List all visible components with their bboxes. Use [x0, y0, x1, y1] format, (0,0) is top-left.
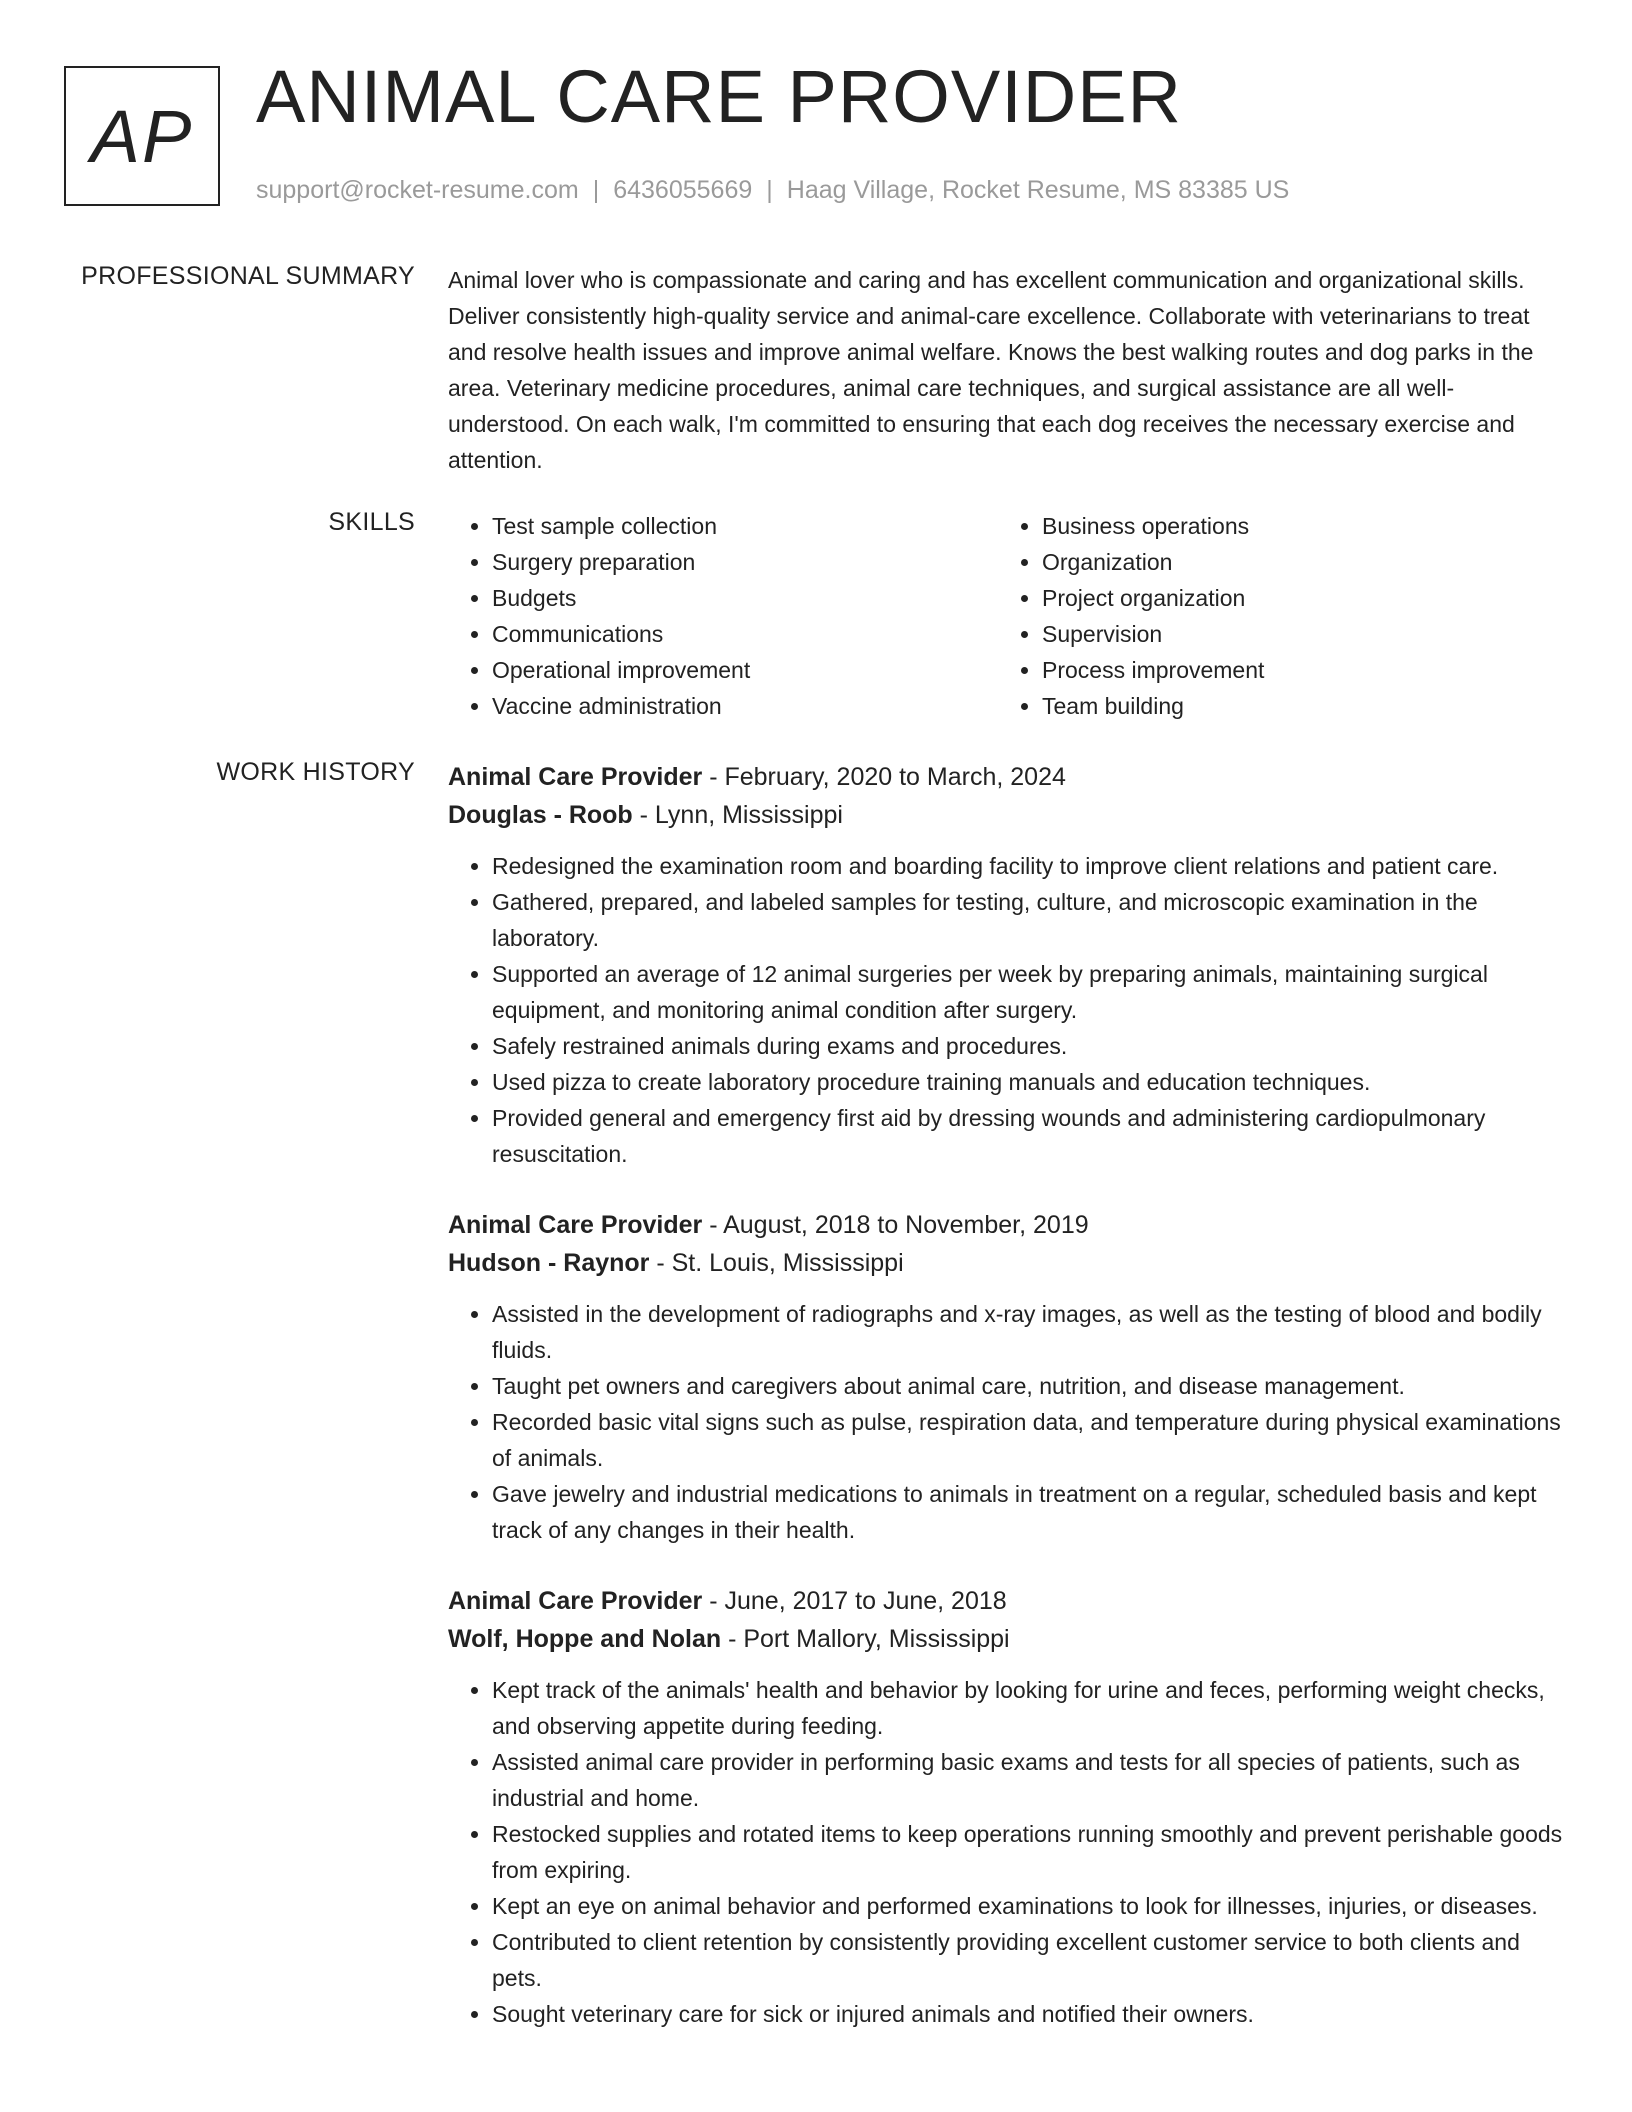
job-bullet: • Restocked supplies and rotated items to keep operations running smoothly and prevent perishable goods from expiring. [492, 1816, 1570, 1888]
skill-item: • Organization [1042, 544, 1548, 580]
job-title-line [448, 758, 1570, 796]
job-title: Animal Care Provider [448, 1211, 703, 1239]
work-history-heading: WORK HISTORY [216, 758, 415, 786]
job-bullet: • Sought veterinary care for sick or injured animals and notified their owners. [492, 1996, 1570, 2032]
job-bullet: • Supported an average of 12 animal surgeries per week by preparing animals, maintaining surgical equipment, and monitoring animal condition after surgery. [492, 956, 1570, 1028]
job-title: Animal Care Provider [448, 1587, 703, 1615]
skills-heading: SKILLS [328, 508, 415, 536]
monogram-logo: AP [64, 66, 220, 206]
job-bullet: • Used pizza to create laboratory procedure training manuals and education techniques. [492, 1064, 1570, 1100]
job-bullet: • Recorded basic vital signs such as pulse, respiration data, and temperature during physical examinations of animals. [492, 1404, 1570, 1476]
job-company-line [448, 1620, 1570, 1658]
skill-item: • Test sample collection [492, 508, 998, 544]
skills-column-right [998, 508, 1548, 724]
skills-column-left [448, 508, 998, 724]
skill-item: • Communications [492, 616, 998, 652]
job-entry [448, 1206, 1570, 1548]
job-bullet: • Provided general and emergency first aid by dressing wounds and administering cardiopulmonary resuscitation. [492, 1100, 1570, 1172]
resume-title: ANIMAL CARE PROVIDER [256, 55, 1182, 138]
job-bullet: • Gave jewelry and industrial medications to animals in treatment on a regular, scheduled basis and kept track of any changes in their health. [492, 1476, 1570, 1548]
job-company: Douglas - Roob [448, 801, 633, 829]
skill-item: • Surgery preparation [492, 544, 998, 580]
job-entry [448, 758, 1570, 1172]
job-bullet: • Contributed to client retention by consistently providing excellent customer service to both clients and pets. [492, 1924, 1570, 1996]
summary-body [448, 262, 1570, 478]
job-title-line [448, 1582, 1570, 1620]
skill-item: • Supervision [1042, 616, 1548, 652]
skill-item: • Project organization [1042, 580, 1548, 616]
job-bullet: • Safely restrained animals during exams and procedures. [492, 1028, 1570, 1064]
job-bullet: • Gathered, prepared, and labeled samples for testing, culture, and microscopic examination in the laboratory. [492, 884, 1570, 956]
job-bullet: • Kept an eye on animal behavior and performed examinations to look for illnesses, injuries, or diseases. [492, 1888, 1570, 1924]
job-company: Hudson - Raynor [448, 1249, 650, 1277]
contact-phone: 6436055669 [613, 176, 753, 204]
job-company-line [448, 796, 1570, 834]
skill-item: • Process improvement [1042, 652, 1548, 688]
job-dates: - June, 2017 to June, 2018 [702, 1587, 1007, 1615]
contact-separator: | [592, 176, 600, 204]
job-bullet-list [448, 848, 1570, 1172]
skill-item: • Vaccine administration [492, 688, 998, 724]
job-bullet-list [448, 1296, 1570, 1548]
job-bullet: • Taught pet owners and caregivers about animal care, nutrition, and disease management. [492, 1368, 1570, 1404]
job-location: - Port Mallory, Mississippi [721, 1625, 1010, 1653]
job-bullet: • Redesigned the examination room and boarding facility to improve client relations and patient care. [492, 848, 1570, 884]
skill-item: • Operational improvement [492, 652, 998, 688]
job-title: Animal Care Provider [448, 763, 703, 791]
work-history-body [448, 758, 1570, 2066]
job-bullet-list [448, 1672, 1570, 2032]
skills-body [448, 508, 1570, 724]
job-location: - St. Louis, Mississippi [649, 1249, 904, 1277]
contact-line [256, 176, 1289, 205]
job-entry [448, 1582, 1570, 2032]
job-dates: - August, 2018 to November, 2019 [702, 1211, 1089, 1239]
job-bullet: • Assisted animal care provider in performing basic exams and tests for all species of patients, such as industrial and home. [492, 1744, 1570, 1816]
job-bullet: • Kept track of the animals' health and behavior by looking for urine and feces, performing weight checks, and observing appetite during feeding. [492, 1672, 1570, 1744]
contact-address: Haag Village, Rocket Resume, MS 83385 US [786, 176, 1290, 204]
job-title-line [448, 1206, 1570, 1244]
job-company-line [448, 1244, 1570, 1282]
contact-email: support@rocket-resume.com [256, 176, 579, 204]
summary-text: Animal lover who is compassionate and caring and has excellent communication and organizational skills. Deliver consistently high-quality service and animal-care excellence. Collaborate with veterinarians to treat and resolve health issues and improve animal welfare. Knows the best walking routes and dog parks in the area. Veterinary medicine procedures, animal care techniques, and surgical assistance are all well-understood. On each walk, I'm committed to ensuring that each dog receives the necessary exercise and attention. [448, 267, 1534, 473]
skill-item: • Budgets [492, 580, 998, 616]
summary-heading: PROFESSIONAL SUMMARY [81, 262, 415, 290]
job-bullet: • Assisted in the development of radiographs and x-ray images, as well as the testing of blood and bodily fluids. [492, 1296, 1570, 1368]
job-company: Wolf, Hoppe and Nolan [448, 1625, 722, 1653]
contact-separator: | [766, 176, 773, 204]
job-dates: - February, 2020 to March, 2024 [702, 763, 1066, 791]
skill-item: • Business operations [1042, 508, 1548, 544]
skill-item: • Team building [1042, 688, 1548, 724]
job-location: - Lynn, Mississippi [632, 801, 843, 829]
